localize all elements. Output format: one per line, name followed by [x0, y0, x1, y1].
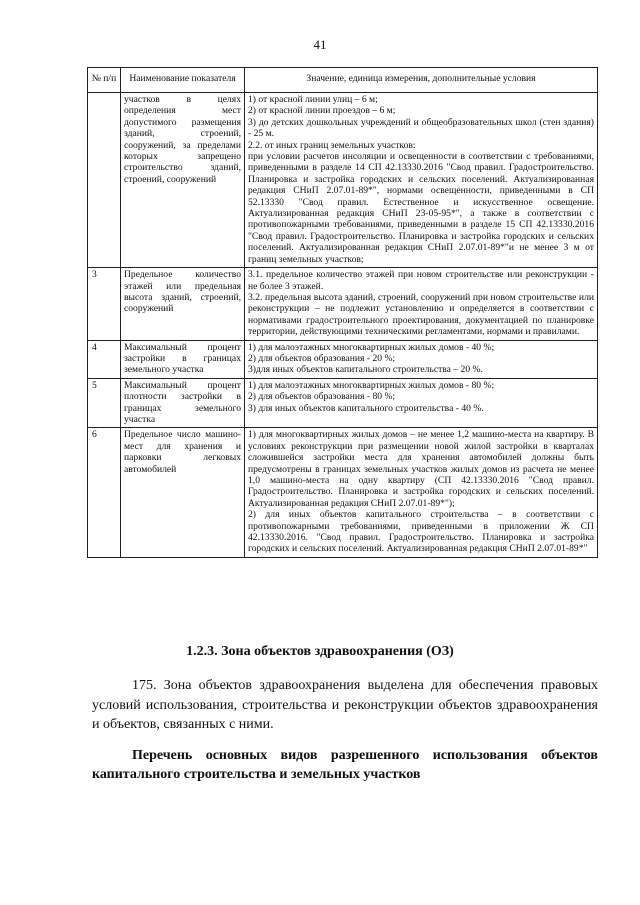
row-number	[88, 93, 121, 268]
indicator-name: Предельное количество этажей или предельная высота зданий, строений, сооружений	[121, 268, 245, 340]
value-line: 3)для иных объектов капитального строительства – 20 %.	[248, 364, 483, 376]
header-value: Значение, единица измерения, дополнительные условия	[245, 68, 598, 93]
row-number: 5	[88, 378, 121, 428]
header-indicator-name: Наименование показателя	[121, 68, 245, 93]
indicator-name: Максимальный процент плотности застройки в границах земельного участка	[121, 378, 245, 428]
value-line: при условии расчетов инсоляции и освещенности в соответствии с требованиями, приведенными в разделе 14 СП 42.13330.2016 "Свод правил. Градостроительство. Планировка и застройка городских и сельских поселений. Актуализированная редакция СНиП 2.07.01-89*", нормами освещенности, приведенными в СП 52.13330 "Свод правил. Естественное и искусственное освещение. Актуализированная редакция СНиП 23-05-95*", а также в соответствии с противопожарными требованиями, приведенными в разделе 15 СП 42.13330.2016 "Свод правил. Градостроительство. Планировка и застройка городских и сельских поселений. Актуализированная редакция СНиП 2.07.01-89*"и не менее 3 м от границ земельных участков;	[248, 151, 594, 265]
table-row	[88, 93, 598, 268]
indicator-name: Максимальный процент застройки в границах земельного участка	[121, 340, 245, 378]
row-number: 4	[88, 340, 121, 378]
indicator-value	[245, 268, 598, 340]
header-number: № п/п	[88, 68, 121, 93]
value-line: 1) для малоэтажных многоквартирных жилых домов - 40 %;	[248, 341, 495, 353]
table-row	[88, 378, 598, 428]
value-line: 1) для малоэтажных многоквартирных жилых домов - 80 %;	[248, 379, 495, 391]
table-row	[88, 428, 598, 557]
value-line: 3.2. предельная высота зданий, строений, сооружений при новом строительстве или реконструкции – не подлежит установлению и определяется в соответствии с нормативами градостроительного проектирования, документацией по планировке территории, действующими техническими регламентами, нормами и правилами.	[248, 291, 594, 338]
row-number: 6	[88, 428, 121, 557]
section-heading: 1.2.3. Зона объектов здравоохранения (ОЗ)	[186, 644, 454, 659]
value-line: 3) для иных объектов капитального строительства - 40 %.	[248, 402, 484, 414]
indicator-name: Предельное число машино-мест для хранения и парковки легковых автомобилей	[121, 428, 245, 557]
indicator-value	[245, 340, 598, 378]
page-number: 41	[313, 37, 327, 52]
row-number: 3	[88, 268, 121, 340]
table-row	[88, 268, 598, 340]
value-line: 3) до детских дошкольных учреждений и общеобразовательных школ (стен здания) - 25 м.	[248, 116, 594, 140]
value-line: 3.1. предельное количество этажей при новом строительстве или реконструкции - не более 3 этажей.	[248, 269, 594, 292]
list-heading: Перечень основных видов разрешенного использования объектов капитального строительства и земельных участков	[92, 748, 598, 782]
regulations-table	[87, 67, 598, 558]
value-line: 1) от красной линии улиц – 6 м;	[248, 94, 378, 105]
value-line: 2) от красной линии проездов – 6 м;	[248, 105, 396, 117]
indicator-value	[245, 93, 598, 268]
indicator-value	[245, 378, 598, 428]
body-paragraph: 175. Зона объектов здравоохранения выделена для обеспечения правовых условий использования, строительства и реконструкции объектов здравоохранения и объектов, связанных с ними.	[92, 678, 598, 732]
value-line: 2) для объектов образования - 20 %;	[248, 352, 396, 364]
table-row	[88, 340, 598, 378]
table-header-row	[88, 68, 598, 93]
value-line: 2) для иных объектов капитального строительства – в соответствии с противопожарными требованиями, приведенными в приложении Ж СП 42.13330.2016. "Свод правил. Градостроительство. Планировка и застройка городских и сельских поселений. Актуализированная редакция СНиП 2.07.01-89*"	[248, 509, 594, 555]
value-line: 2) для объектов образования - 80 %;	[248, 391, 396, 403]
indicator-name: участков в целях определения мест допустимого размещения зданий, строений, сооружений, за пределами которых запрещено строительство зданий, строений, сооружений	[121, 93, 245, 268]
indicator-value	[245, 428, 598, 557]
value-line: 2.2. от иных границ земельных участков:	[248, 139, 416, 151]
value-line: 1) для многоквартирных жилых домов – не менее 1,2 машино-места на квартиру. В условиях реконструкции при размещении новой жилой застройки в кварталах сложившейся застройки места для хранения автомобилей должны быть предусмотрены в границах земельных участков жилых домов из расчета не менее 1,0 машино-места на одну квартиру (СП 42.13330.2016 "Свод правил. Градостроительство. Планировка и застройка городских и сельских поселений. Актуализированная редакция СНиП 2.07.01-89*");	[248, 429, 594, 509]
